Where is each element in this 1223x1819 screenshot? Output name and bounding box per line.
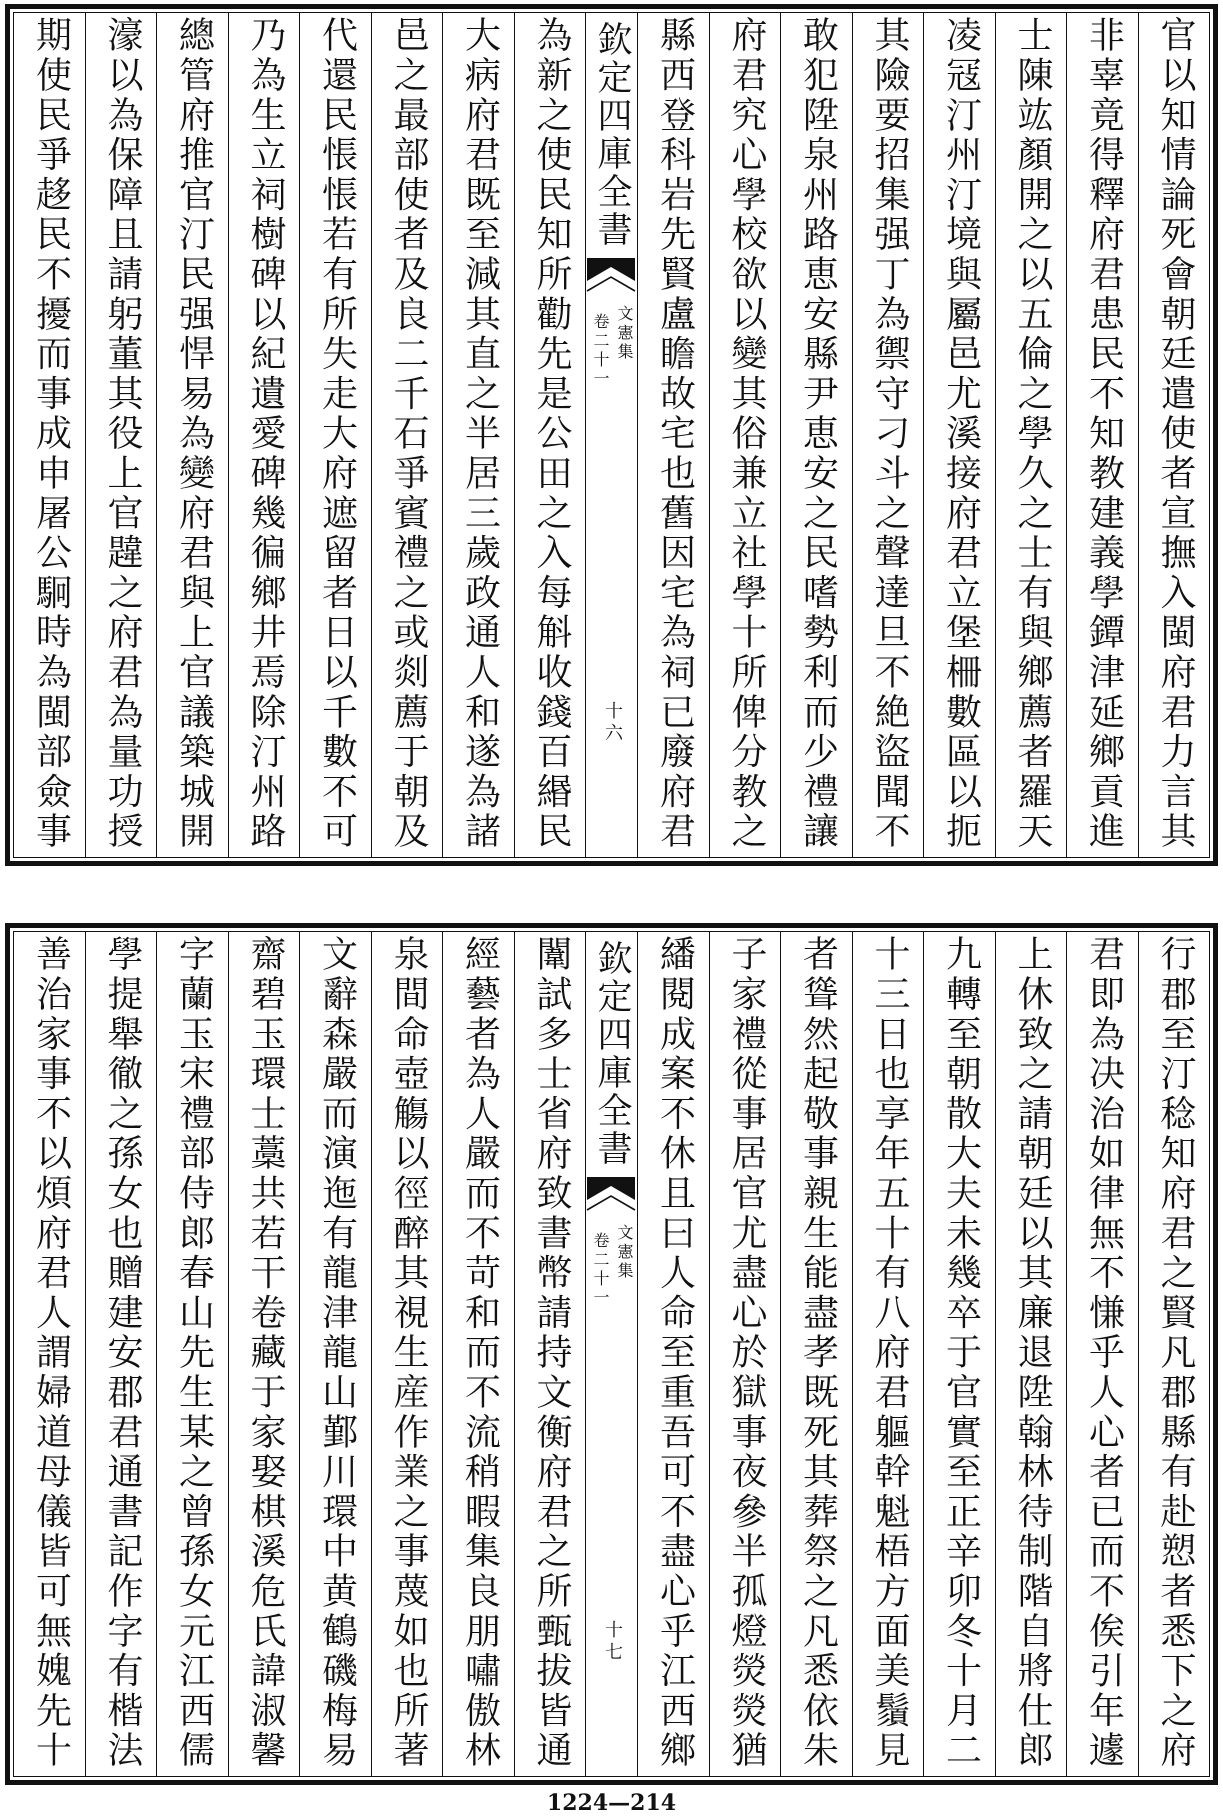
text-column: 官以知情論死會朝廷遣使者宣撫入閩府君力言其 [1138, 13, 1210, 857]
text-column: 泉間命壺觴以徑醉其視生産作業之事蔑如也所著 [371, 932, 443, 1776]
text-column: 府君究心學校欲以變其俗兼立社學十所俾分教之 [709, 13, 781, 857]
book-title: 欽定四庫全書 [592, 21, 632, 249]
text-column: 十三日也享年五十有八府君軀幹魁梧方面美鬚見 [852, 932, 924, 1776]
page-frame [13, 12, 1210, 858]
text-column: 繙閱成案不休且曰人命至重吾可不盡心乎江西鄉 [637, 932, 709, 1776]
text-column: 非辜竟得釋府君患民不知教建義學鐔津延鄉貢進 [1066, 13, 1138, 857]
fishtail-ornament [586, 1176, 636, 1216]
page-number: 十六 [602, 701, 623, 745]
text-column: 九轉至朝散大夫未幾卒于官實至正辛卯冬十月二 [923, 932, 995, 1776]
page-panel-bottom [5, 923, 1218, 1785]
text-column: 經藝者為人嚴而不苛和而不流稍暇集良朋嘯傲林 [442, 932, 514, 1776]
page-number: 十七 [602, 1620, 623, 1664]
text-column: 縣西登科岩先賢盧瞻故宅也舊因宅為祠已廢府君 [637, 13, 709, 857]
text-column: 敢犯陞泉州路恵安縣尹恵安之民嗜勢利而少禮讓 [780, 13, 852, 857]
text-column: 齋碧玉環士藁共若干卷藏于家娶棋溪危氏諱淑馨 [228, 932, 300, 1776]
text-column: 上休致之請朝廷以其廉退陞翰林待制階自將仕郎 [995, 932, 1067, 1776]
text-column: 者聳然起敬事親生能盡孝既死其葬祭之凡悉依朱 [780, 932, 852, 1776]
text-column: 字蘭玉宋禮部侍郎春山先生某之曾孫女元江西儒 [156, 932, 228, 1776]
collection-title: 文憲集 [615, 1224, 634, 1281]
text-column: 君即為决治如律無不慊乎人心者已而不俟引年遽 [1066, 932, 1138, 1776]
text-column: 士陳竑顏開之以五倫之學久之士有與鄉薦者羅天 [995, 13, 1067, 857]
volume-label: 卷二十一 [591, 313, 610, 389]
text-column: 文辭森嚴而演迤有龍津龍山鄞川環中黄鶴磯梅易 [299, 932, 371, 1776]
center-margin-column [585, 932, 637, 1776]
book-title: 欽定四庫全書 [592, 940, 632, 1168]
text-column: 其險要招集强丁為禦守刁斗之聲達旦不絶盜聞不 [852, 13, 924, 857]
text-column: 學提舉徹之孫女也贈建安郡君通書記作字有楷法 [85, 932, 157, 1776]
page-frame [13, 931, 1210, 1777]
text-column: 乃為生立祠樹碑以紀遺愛碑幾徧鄉井焉除汀州路 [228, 13, 300, 857]
text-column: 闈試多士省府致書幣請持文衡府君之所甄拔皆通 [514, 932, 586, 1776]
text-column: 為新之使民知所勸先是公田之入每斛收錢百緡民 [514, 13, 586, 857]
text-column: 代還民悵悵若有所失走大府遮留者日以千數不可 [299, 13, 371, 857]
text-column: 行郡至汀稔知府君之賢凡郡縣有赴愬者悉下之府 [1138, 932, 1210, 1776]
center-margin-column [585, 13, 637, 857]
text-column: 子家禮從事居官尤盡心於獄事夜參半孤燈熒熒猶 [709, 932, 781, 1776]
fishtail-ornament [586, 257, 636, 297]
text-column: 期使民爭趍民不擾而事成申屠公駉時為閩部僉事 [30, 16, 72, 852]
text-column: 邑之最部使者及良二千石爭賓禮之或剡薦于朝及 [371, 13, 443, 857]
text-column: 凌冦汀州汀境與屬邑尤溪接府君立堡柵數區以扼 [923, 13, 995, 857]
volume-label: 卷二十一 [591, 1232, 610, 1308]
text-column: 大病府君既至減其直之半居三歲政通人和遂為諸 [442, 13, 514, 857]
text-column: 總管府推官汀民强悍易為變府君與上官議築城開 [156, 13, 228, 857]
footer-code: 1224—214 [546, 1790, 677, 1816]
text-column: 濠以為保障且請躬董其役上官韙之府君為量功授 [85, 13, 157, 857]
page-panel-top [5, 4, 1218, 866]
text-column: 善治家事不以煩府君人謂婦道母儀皆可無媿先十 [30, 935, 72, 1771]
collection-title: 文憲集 [615, 305, 634, 362]
